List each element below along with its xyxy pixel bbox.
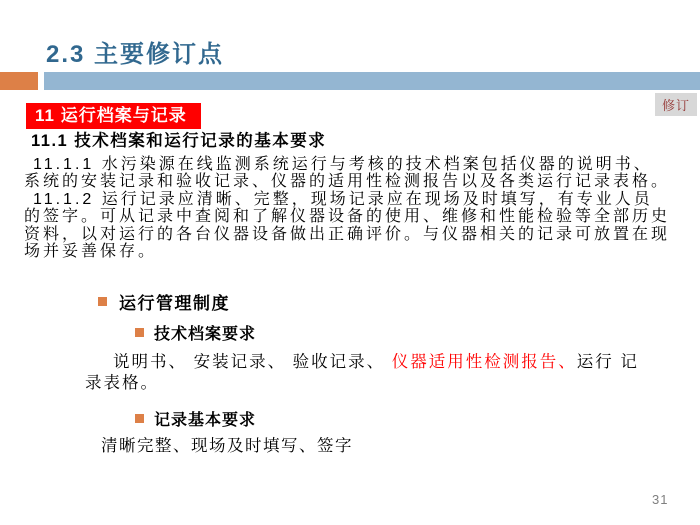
bullet-square-icon xyxy=(98,297,107,306)
body-line: 场并妥善保存。 xyxy=(24,243,158,260)
bullet-square-icon xyxy=(135,328,144,337)
record-req-detail: 清晰完整、现场及时填写、签字 xyxy=(101,437,353,455)
bullet-item-tech-archive: 技术档案要求 xyxy=(154,326,257,343)
revision-badge: 修订 xyxy=(655,93,697,116)
page-title: 2.3 主要修订点 xyxy=(46,41,225,68)
header-divider-bar xyxy=(44,72,700,90)
bullet-square-icon xyxy=(135,414,144,423)
bullet-item-management: 运行管理制度 xyxy=(119,294,230,313)
bullet-item-record-req: 记录基本要求 xyxy=(154,412,257,429)
tech-archive-detail xyxy=(85,352,660,393)
highlighted-red-text: 仪器适用性检测报告、 xyxy=(391,353,577,371)
section-badge: 11 运行档案与记录 xyxy=(26,103,201,129)
body-line: 11.1.2 运行记录应清晰、完整，现场记录应在现场及时填写，有专业人员 xyxy=(33,190,653,208)
body-line: 11.1.1 水污染源在线监测系统运行与考核的技术档案包括仪器的说明书、 xyxy=(33,155,653,173)
body-line: 系统的安装记录和验收记录、仪器的适用性检测报告以及各类运行记录表格。 xyxy=(24,173,671,190)
detail-text-pre: 说明书、 安装记录、 验收记录、 xyxy=(113,353,392,371)
detail-line xyxy=(85,352,660,373)
page-number: 31 xyxy=(652,492,669,507)
body-line: 的签字。可从记录中查阅和了解仪器设备的使用、维修和性能检验等全部历史 xyxy=(24,208,671,225)
accent-orange-block xyxy=(0,72,38,90)
detail-text-tail: 运行 记 xyxy=(576,353,639,371)
detail-line: 录表格。 xyxy=(85,373,159,392)
body-heading: 11.1 技术档案和运行记录的基本要求 xyxy=(31,132,327,150)
body-line: 资料，以对运行的各台仪器设备做出正确评价。与仪器相关的记录可放置在现 xyxy=(24,225,671,243)
body-text-block xyxy=(24,133,694,261)
